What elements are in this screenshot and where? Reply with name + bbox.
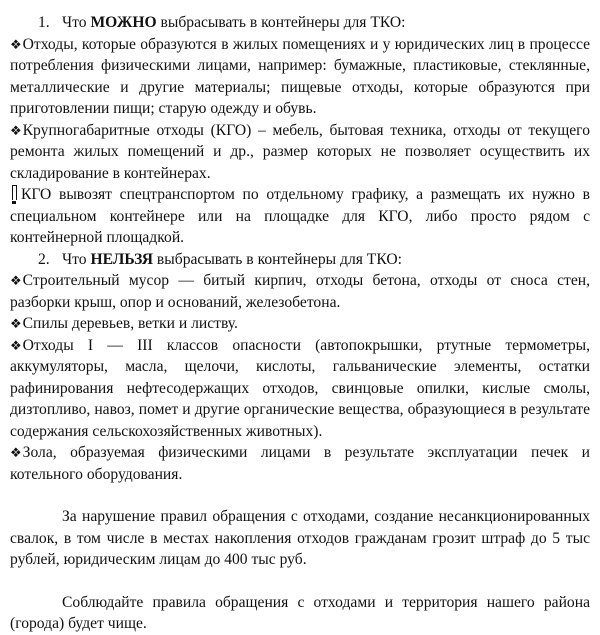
forbidden-item-text: Строительный мусор — битый кирпич, отходы бетона, отходы от сноса стен, разборки крыш, опор и оснований, железобетона.: [10, 272, 590, 311]
forbidden-item: [10, 442, 590, 485]
section-heading-allowed: [10, 12, 590, 34]
diamond-bullet-icon: ❖: [10, 273, 22, 288]
heading-emphasis: НЕЛЬЗЯ: [90, 250, 154, 268]
forbidden-item-text: Зола, образуемая физическими лицами в результате эксплуатации печек и котельного оборудования.: [10, 444, 590, 483]
forbidden-item-text: Отходы I — III классов опасности (автопокрышки, ртутные термометры, аккумуляторы, масла, щелочи, кислоты, гальванические элементы, остатки рафинирования нефтесодержащих отходов, свинцовые опилки, кислые смолы, дизтопливо, навоз, помет и другие органические вещества, образующиеся в результате содержания сельскохозяйственных животных).: [10, 336, 590, 440]
kgo-note: [10, 184, 590, 249]
spacer: [10, 571, 590, 592]
kgo-note-text: КГО вывозят спецтранспортом по отдельному графику, а размещать их нужно в специальном контейнере или на площадке для КГО, либо просто рядом с контейнерной площадкой.: [10, 186, 590, 246]
forbidden-item: [10, 313, 590, 335]
spacer: [10, 485, 590, 506]
exclamation-icon: [12, 185, 17, 200]
forbidden-item: [10, 335, 590, 443]
forbidden-item-text: Спилы деревьев, ветки и листву.: [22, 315, 238, 332]
heading-prefix: Что: [62, 14, 91, 31]
forbidden-item: [10, 270, 590, 313]
diamond-bullet-icon: ❖: [10, 316, 22, 331]
diamond-bullet-icon: ❖: [10, 36, 22, 52]
heading-emphasis: МОЖНО: [90, 14, 157, 31]
section-number: 1.: [38, 14, 50, 31]
diamond-bullet-icon: ❖: [10, 122, 22, 138]
closing-paragraph: Соблюдайте правила обращения с отходами и территория нашего района (города) будет чище.: [10, 593, 590, 632]
heading-suffix: выбрасывать в контейнеры для ТКО:: [153, 250, 402, 268]
allowed-item-text: Отходы, которые образуются в жилых помещениях и у юридических лиц в процессе потребления физическими лицами, например: бумажные, пластиковые, стеклянные, металлические и другие материалы; пищевые отходы, которые образуются при приготовлении пищи; старую одежду и обувь.: [10, 35, 590, 117]
allowed-item-text: Крупногабаритные отходы (КГО) – мебель, бытовая техника, отходы от текущего ремонта жилых помещений и др., размер которых не позволяет осуществить их складирование в контейнерах.: [10, 121, 590, 182]
heading-prefix: Что: [62, 250, 91, 268]
diamond-bullet-icon: ❖: [10, 337, 22, 353]
allowed-item: [10, 120, 590, 185]
fine-paragraph: За нарушение правил обращения с отходами, создание несанкционированных свалок, в том числе в местах накопления отходов гражданам грозит штраф до 5 тыс рублей, юридическим лицам до 400 тыс руб.: [10, 508, 590, 568]
heading-suffix: выбрасывать в контейнеры для ТКО:: [156, 14, 406, 31]
allowed-item: [10, 34, 590, 120]
section-number: 2.: [38, 250, 50, 268]
diamond-bullet-icon: ❖: [10, 445, 22, 460]
section-heading-forbidden: [10, 249, 590, 271]
